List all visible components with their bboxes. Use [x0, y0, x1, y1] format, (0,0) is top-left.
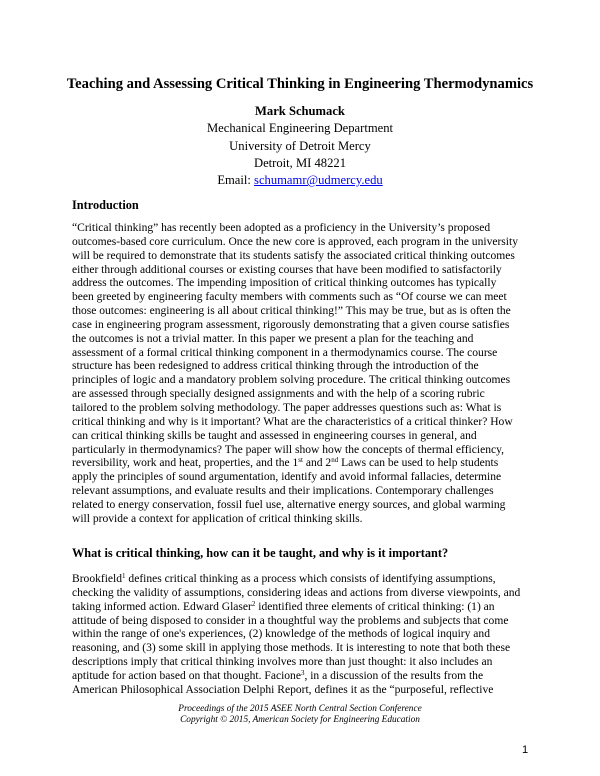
paragraph-line: those outcomes: engineering is all about critical thinking!” This may be true, but as is often the: [72, 305, 511, 318]
author-location: Detroit, MI 48221: [254, 155, 346, 170]
paragraph-line: [72, 670, 532, 684]
paragraph-line: the outcomes is not a trivial matter. In this paper we present a plan for the teaching and: [72, 332, 474, 345]
footer-copyright: Copyright © 2015, American Society for Engineering Education: [180, 715, 420, 725]
email-label: Email:: [217, 173, 255, 188]
author-email-line: [0, 172, 600, 189]
text-run: , in a discussion of the results from the: [304, 669, 484, 682]
author-name: Mark Schumack: [255, 104, 345, 118]
paragraph-line: [72, 457, 532, 471]
text-run: reversibility, work and heat, properties, and the 1: [72, 457, 299, 470]
paragraph-line: related to energy conservation, fossil fuel use, alternative energy sources, and global warming: [72, 498, 506, 511]
paragraph-line: reasoning, and (3) some skill in applying those methods. It is interesting to note that both these: [72, 642, 511, 655]
paragraph-line: [72, 601, 532, 615]
paragraph-line: attitude of being disposed to consider in a thoughtful way the problems and subjects that come: [72, 614, 509, 627]
section-heading: What is critical thinking, how can it be taught, and why is it important?: [72, 546, 449, 560]
footer-proceedings: Proceedings of the 2015 ASEE North Central Section Conference: [178, 704, 422, 714]
paragraph-line: American Philosophical Association Delphi Report, defines it as the “purposeful, reflective: [72, 683, 494, 696]
superscript: st: [298, 456, 303, 465]
author-university: University of Detroit Mercy: [229, 138, 371, 153]
paragraph-line: apply the principles of sound argumentation, identify and avoid informal fallacies, determine: [72, 471, 502, 484]
paragraph-line: structure has been redesigned to address critical thinking through the introduction of the: [72, 360, 479, 373]
paragraph-line: particularly in thermodynamics? The paper will show how the concepts of thermal efficiency,: [72, 443, 505, 456]
introduction-paragraph: [72, 222, 532, 527]
paragraph-line: within the range of one's experiences, (2) knowledge of the methods of logical inquiry and: [72, 628, 490, 641]
text-run: taking informed action. Edward Glaser: [72, 600, 252, 613]
superscript: 1: [122, 572, 126, 580]
text-run: Brookfield: [72, 573, 123, 585]
superscript: nd: [331, 456, 339, 465]
author-block: [0, 103, 600, 189]
paragraph-line: address the outcomes. The impending imposition of critical thinking outcomes has typically: [72, 277, 497, 290]
paragraph-line: outcomes-based core curriculum. Once the new core is approved, each program in the university: [72, 235, 518, 248]
paragraph-line: will provide a context for application of critical thinking skills.: [72, 512, 363, 525]
paragraph-line: “Critical thinking” has recently been adopted as a proficiency in the University’s proposed: [72, 222, 491, 234]
email-link[interactable]: schumamr@udmercy.edu: [254, 173, 383, 188]
text-run: defines critical thinking as a process which consists of identifying assumptions,: [125, 573, 496, 585]
page-footer: [0, 704, 600, 726]
superscript: 2: [251, 599, 256, 608]
paragraph-line: can critical thinking skills be taught and assessed in engineering courses in general, and: [72, 429, 477, 442]
author-department: Mechanical Engineering Department: [206, 121, 394, 136]
text-run: identified three elements of critical thinking: (1) an: [255, 600, 495, 613]
paragraph-line: descriptions imply that critical thinking involves more than just thought: it also includes an: [72, 656, 493, 669]
paragraph-line: checking the validity of assumptions, considering ideas and actions from diverse viewpoints, and: [72, 586, 521, 599]
paragraph-line: are assessed through specially designed assignments and with the help of a scoring rubric: [72, 388, 485, 401]
text-run: and 2: [302, 457, 332, 470]
text-run: Laws can be used to help students: [338, 457, 499, 470]
paragraph-line: critical thinking and why is it important? What are the characteristics of a critical thinker? How: [72, 415, 513, 428]
paragraph-line: case in engineering program assessment, rigorously demonstrating that a given course satisfies: [72, 318, 510, 331]
paragraph-line: either through additional courses or existing courses that have been modified to satisfactorily: [72, 263, 502, 276]
paragraph-line: tailored to the problem solving methodology. The paper addresses questions such as: What is: [72, 401, 502, 414]
paragraph-line: [72, 573, 532, 587]
text-run: aptitude for action based on that thought. Facione: [72, 669, 301, 682]
paper-title: Teaching and Assessing Critical Thinking in Engineering Thermodynamics: [66, 76, 534, 92]
page-number: 1: [522, 744, 529, 756]
paragraph-line: will be required to demonstrate that its students satisfy the associated critical thinking outcomes: [72, 249, 515, 262]
paragraph-line: been greeted by engineering faculty members with comments such as “Of course we can meet: [72, 291, 507, 304]
paragraph-line: relevant assumptions, and evaluate results and their implications. Contemporary challenges: [72, 485, 494, 498]
superscript: 3: [300, 668, 305, 677]
introduction-heading: Introduction: [72, 198, 139, 212]
section-paragraph: [72, 573, 532, 698]
paragraph-line: principles of logic and a mandatory problem solving procedure. The critical thinking outcomes: [72, 374, 511, 387]
paragraph-line: assessment of a formal critical thinking component in a thermodynamics course. The course: [72, 346, 498, 359]
